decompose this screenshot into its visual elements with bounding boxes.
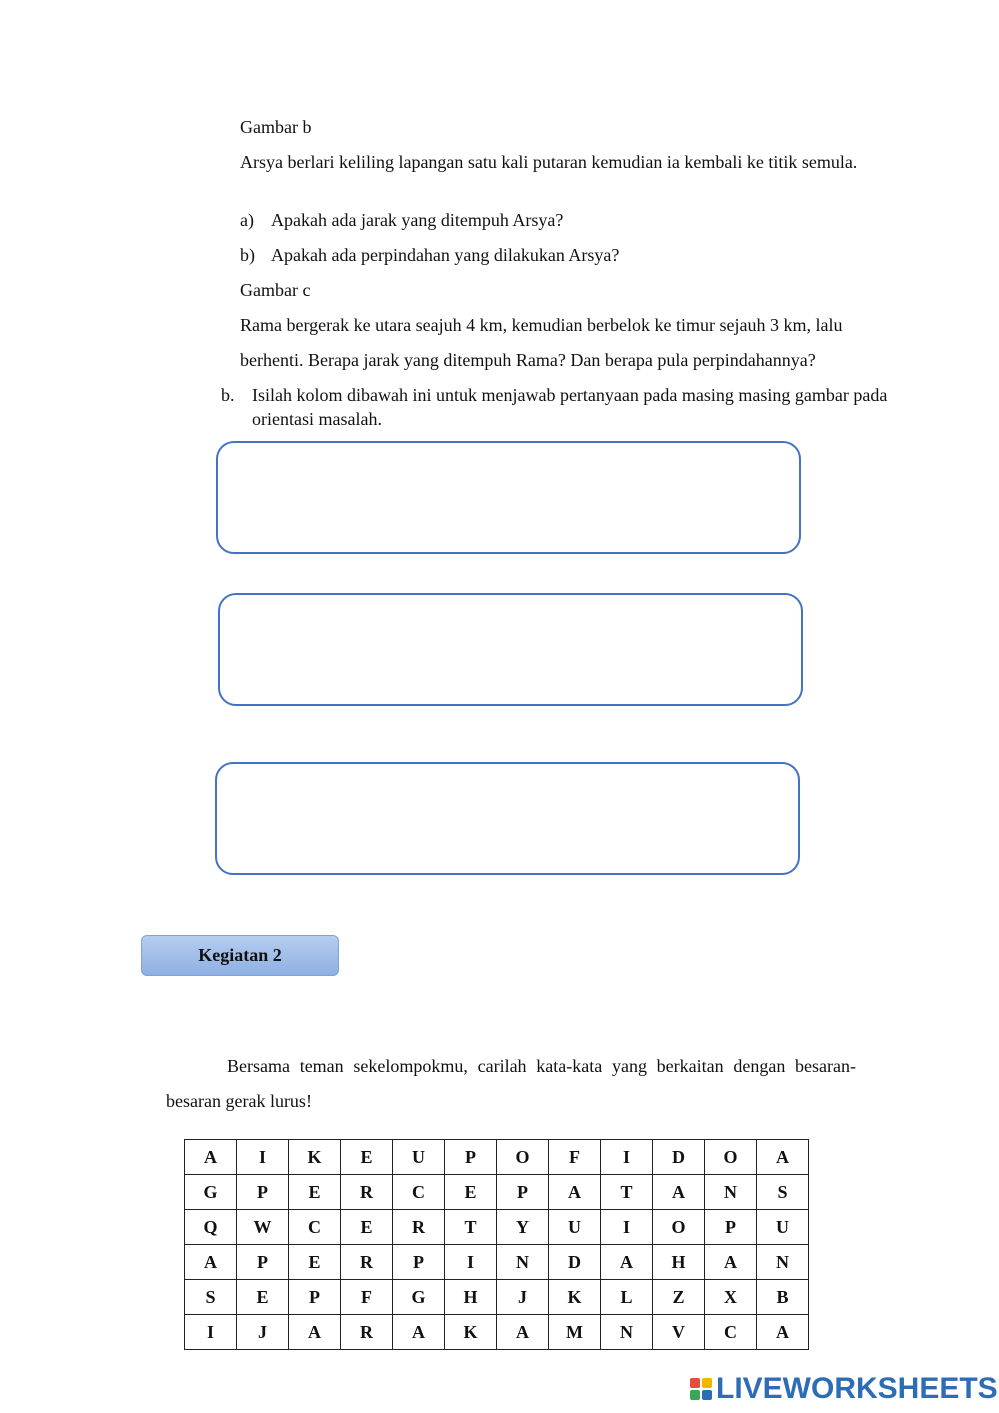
grid-cell[interactable]: K xyxy=(289,1140,341,1175)
grid-cell[interactable]: K xyxy=(549,1280,601,1315)
grid-cell[interactable]: Z xyxy=(653,1280,705,1315)
grid-row xyxy=(185,1315,809,1350)
grid-cell[interactable]: A xyxy=(757,1140,809,1175)
grid-cell[interactable]: A xyxy=(393,1315,445,1350)
grid-cell[interactable]: S xyxy=(185,1280,237,1315)
grid-cell[interactable]: A xyxy=(705,1245,757,1280)
grid-cell[interactable]: I xyxy=(185,1315,237,1350)
grid-cell[interactable]: D xyxy=(653,1140,705,1175)
grid-cell[interactable]: I xyxy=(601,1210,653,1245)
grid-cell[interactable]: I xyxy=(601,1140,653,1175)
grid-cell[interactable]: O xyxy=(497,1140,549,1175)
grid-cell[interactable]: P xyxy=(237,1175,289,1210)
grid-cell[interactable]: B xyxy=(757,1280,809,1315)
grid-cell[interactable]: V xyxy=(653,1315,705,1350)
kegiatan-2-label: Kegiatan 2 xyxy=(198,945,282,965)
kegiatan-2-banner xyxy=(141,935,339,976)
grid-cell[interactable]: N xyxy=(497,1245,549,1280)
grid-cell[interactable]: P xyxy=(497,1175,549,1210)
answer-input-1[interactable] xyxy=(218,443,799,552)
answer-box-3[interactable] xyxy=(215,762,800,875)
gambar-b-title: Gambar b xyxy=(240,117,312,137)
grid-cell[interactable]: H xyxy=(653,1245,705,1280)
grid-cell[interactable]: E xyxy=(341,1140,393,1175)
grid-cell[interactable]: E xyxy=(237,1280,289,1315)
grid-cell[interactable]: P xyxy=(393,1245,445,1280)
section-b-marker: b. xyxy=(221,385,235,405)
grid-cell[interactable]: N xyxy=(601,1315,653,1350)
grid-cell[interactable]: H xyxy=(445,1280,497,1315)
grid-cell[interactable]: P xyxy=(445,1140,497,1175)
gambar-c-title: Gambar c xyxy=(240,280,311,300)
grid-cell[interactable]: A xyxy=(601,1245,653,1280)
grid-cell[interactable]: R xyxy=(393,1210,445,1245)
answer-box-1[interactable] xyxy=(216,441,801,554)
grid-cell[interactable]: A xyxy=(497,1315,549,1350)
grid-cell[interactable]: A xyxy=(185,1245,237,1280)
grid-cell[interactable]: C xyxy=(705,1315,757,1350)
section-b-instruction xyxy=(221,383,911,431)
grid-row xyxy=(185,1140,809,1175)
grid-row xyxy=(185,1280,809,1315)
grid-cell[interactable]: C xyxy=(289,1210,341,1245)
grid-cell[interactable]: A xyxy=(549,1175,601,1210)
liveworksheets-logo-icon xyxy=(690,1378,712,1400)
grid-cell[interactable]: D xyxy=(549,1245,601,1280)
grid-cell[interactable]: T xyxy=(601,1175,653,1210)
grid-row xyxy=(185,1175,809,1210)
grid-cell[interactable]: A xyxy=(757,1315,809,1350)
grid-cell[interactable]: M xyxy=(549,1315,601,1350)
answer-input-2[interactable] xyxy=(220,595,801,704)
grid-cell[interactable]: F xyxy=(341,1280,393,1315)
grid-cell[interactable]: F xyxy=(549,1140,601,1175)
grid-cell[interactable]: P xyxy=(705,1210,757,1245)
grid-cell[interactable]: G xyxy=(185,1175,237,1210)
grid-cell[interactable]: S xyxy=(757,1175,809,1210)
grid-cell[interactable]: R xyxy=(341,1245,393,1280)
grid-cell[interactable]: I xyxy=(237,1140,289,1175)
section-b-instruction-text: Isilah kolom dibawah ini untuk menjawab pertanyaan pada masing masing gambar pada orientasi masalah. xyxy=(252,385,888,429)
grid-cell[interactable]: E xyxy=(341,1210,393,1245)
gambar-c-line1: Rama bergerak ke utara seajuh 4 km, kemudian berbelok ke timur sejauh 3 km, lalu xyxy=(240,315,843,335)
question-a-marker: a) xyxy=(240,210,254,230)
grid-cell[interactable]: I xyxy=(445,1245,497,1280)
question-b-marker: b) xyxy=(240,245,255,265)
grid-cell[interactable]: A xyxy=(289,1315,341,1350)
word-search-grid xyxy=(184,1139,809,1350)
grid-cell[interactable]: N xyxy=(757,1245,809,1280)
grid-cell[interactable]: X xyxy=(705,1280,757,1315)
grid-cell[interactable]: J xyxy=(497,1280,549,1315)
gambar-c-line2: berhenti. Berapa jarak yang ditempuh Rama? Dan berapa pula perpindahannya? xyxy=(240,350,816,370)
grid-cell[interactable]: W xyxy=(237,1210,289,1245)
grid-cell[interactable]: O xyxy=(705,1140,757,1175)
grid-row xyxy=(185,1245,809,1280)
grid-cell[interactable]: R xyxy=(341,1315,393,1350)
grid-cell[interactable]: A xyxy=(185,1140,237,1175)
grid-cell[interactable]: N xyxy=(705,1175,757,1210)
question-b-text: Apakah ada perpindahan yang dilakukan Arsya? xyxy=(271,245,620,265)
grid-cell[interactable]: G xyxy=(393,1280,445,1315)
answer-box-2[interactable] xyxy=(218,593,803,706)
grid-cell[interactable]: E xyxy=(289,1245,341,1280)
kegiatan-intro: Bersama teman sekelompokmu, carilah kata-kata yang berkaitan dengan besaran-besaran gerak lurus! xyxy=(166,1056,856,1111)
grid-cell[interactable]: U xyxy=(549,1210,601,1245)
grid-cell[interactable]: Y xyxy=(497,1210,549,1245)
grid-cell[interactable]: U xyxy=(393,1140,445,1175)
grid-cell[interactable]: O xyxy=(653,1210,705,1245)
grid-cell[interactable]: L xyxy=(601,1280,653,1315)
grid-cell[interactable]: T xyxy=(445,1210,497,1245)
grid-cell[interactable]: J xyxy=(237,1315,289,1350)
liveworksheets-wordmark: LIVEWORKSHEETS xyxy=(716,1372,998,1405)
grid-cell[interactable]: E xyxy=(289,1175,341,1210)
question-a xyxy=(240,208,563,232)
grid-cell[interactable]: P xyxy=(289,1280,341,1315)
liveworksheets-logo xyxy=(690,1372,998,1406)
question-a-text: Apakah ada jarak yang ditempuh Arsya? xyxy=(271,210,564,230)
grid-row xyxy=(185,1210,809,1245)
answer-input-3[interactable] xyxy=(217,764,798,873)
question-b xyxy=(240,243,619,267)
grid-cell[interactable]: U xyxy=(757,1210,809,1245)
grid-cell[interactable]: K xyxy=(445,1315,497,1350)
gambar-b-text: Arsya berlari keliling lapangan satu kali putaran kemudian ia kembali ke titik semula. xyxy=(240,152,858,172)
grid-cell[interactable]: A xyxy=(653,1175,705,1210)
grid-cell[interactable]: P xyxy=(237,1245,289,1280)
grid-cell[interactable]: C xyxy=(393,1175,445,1210)
grid-cell[interactable]: Q xyxy=(185,1210,237,1245)
grid-cell[interactable]: R xyxy=(341,1175,393,1210)
grid-cell[interactable]: E xyxy=(445,1175,497,1210)
